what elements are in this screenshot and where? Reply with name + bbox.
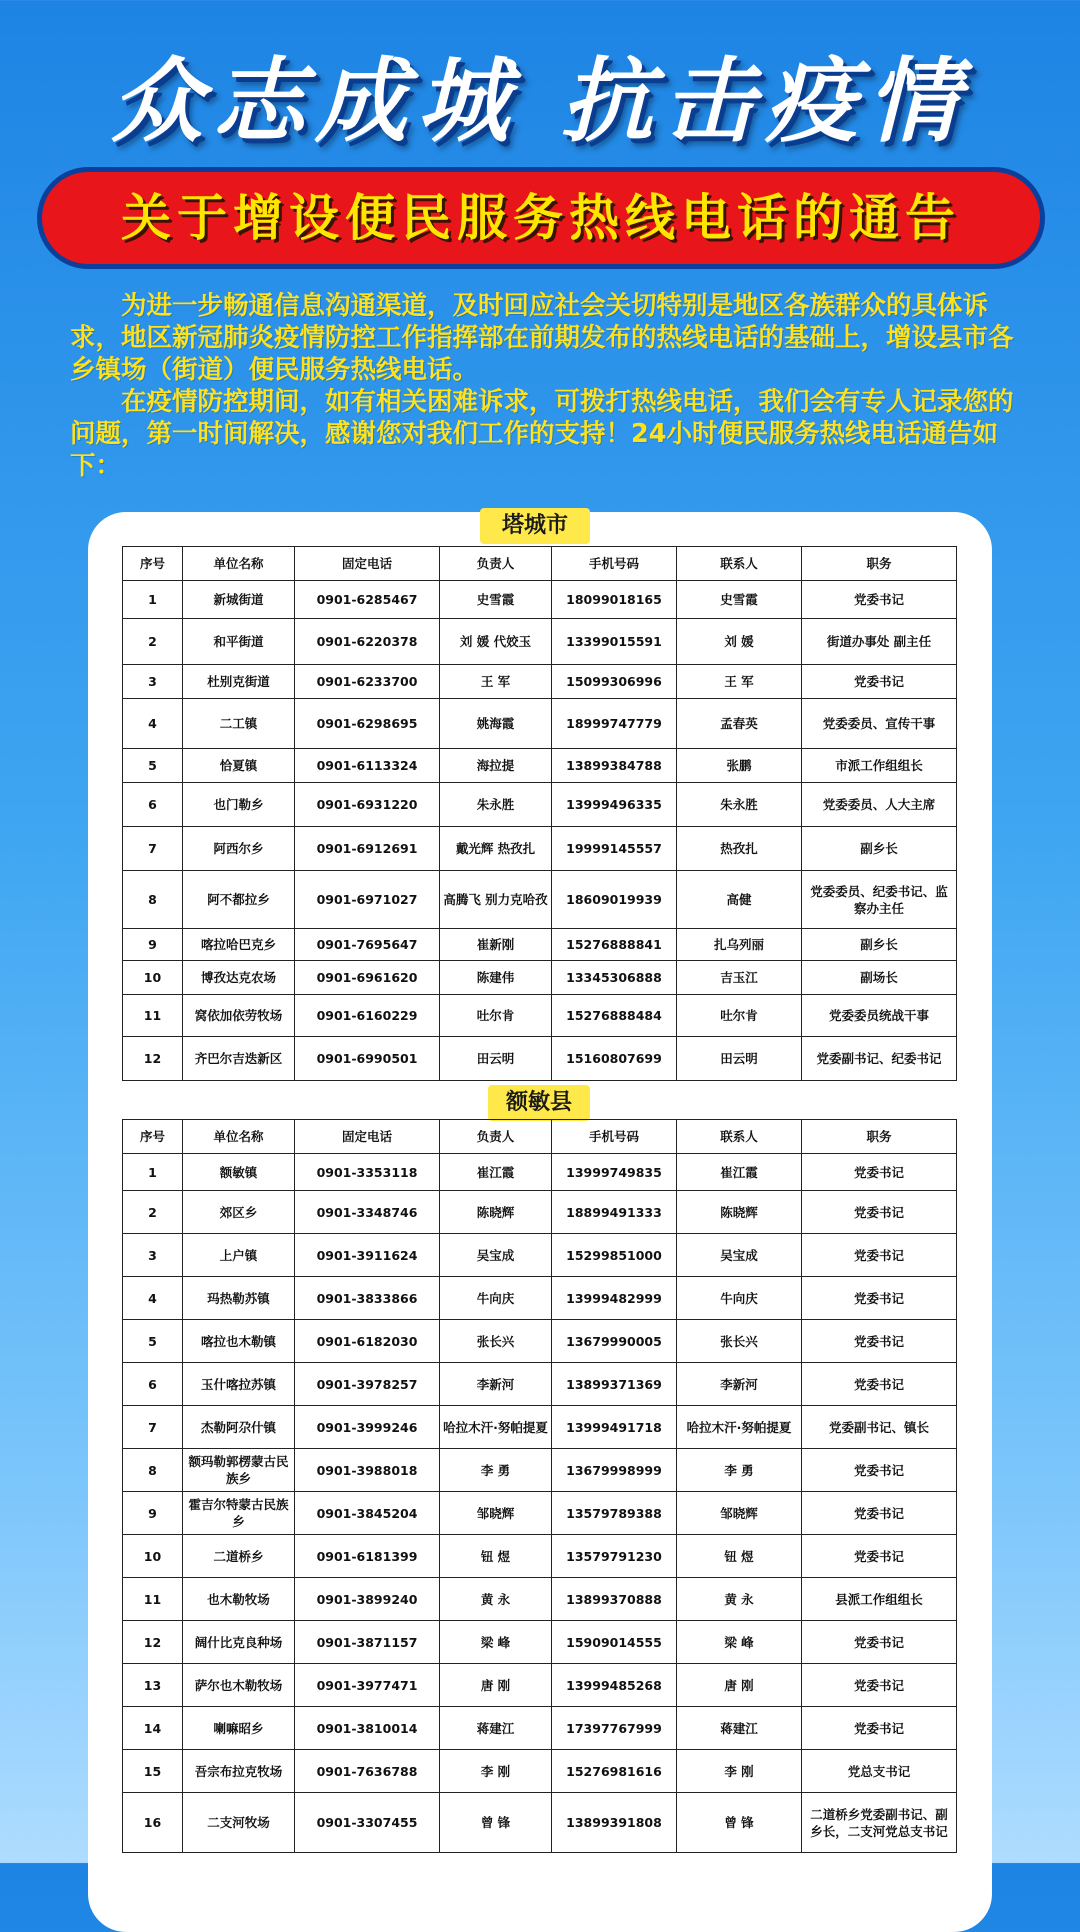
table-cell: 阿不都拉乡 bbox=[183, 871, 295, 929]
table-cell: 党委书记 bbox=[802, 1621, 957, 1664]
table-cell: 额敏镇 bbox=[183, 1154, 295, 1191]
table-cell: 热孜扎 bbox=[677, 827, 802, 871]
table-cell: 田云明 bbox=[440, 1037, 552, 1081]
table-cell: 10 bbox=[123, 961, 183, 995]
table-cell: 党委书记 bbox=[802, 1320, 957, 1363]
table-cell: 田云明 bbox=[677, 1037, 802, 1081]
table-cell: 博孜达克农场 bbox=[183, 961, 295, 995]
table-cell: 副乡长 bbox=[802, 929, 957, 961]
table-cell: 史雪霞 bbox=[677, 581, 802, 619]
table-header-row bbox=[123, 1120, 957, 1154]
table-cell: 13999485268 bbox=[552, 1664, 677, 1707]
table-row bbox=[123, 619, 957, 665]
table-cell: 15160807699 bbox=[552, 1037, 677, 1081]
table-cell: 17397767999 bbox=[552, 1707, 677, 1750]
table-cell: 曾 锋 bbox=[440, 1793, 552, 1853]
table-cell: 3 bbox=[123, 665, 183, 699]
table-cell: 和平街道 bbox=[183, 619, 295, 665]
table-row bbox=[123, 1492, 957, 1535]
table-cell: 阿西尔乡 bbox=[183, 827, 295, 871]
table-cell: 党委书记 bbox=[802, 665, 957, 699]
table-row bbox=[123, 1037, 957, 1081]
table-cell: 杜别克街道 bbox=[183, 665, 295, 699]
table-cell: 0901-7636788 bbox=[295, 1750, 440, 1793]
table-cell: 额玛勒郭楞蒙古民族乡 bbox=[183, 1449, 295, 1492]
table-cell: 唐 刚 bbox=[677, 1664, 802, 1707]
table-row bbox=[123, 1621, 957, 1664]
table-cell: 吴宝成 bbox=[677, 1234, 802, 1277]
column-header: 单位名称 bbox=[183, 547, 295, 581]
table-cell: 王 军 bbox=[440, 665, 552, 699]
table-cell: 0901-6298695 bbox=[295, 699, 440, 749]
table-cell: 喇嘛昭乡 bbox=[183, 1707, 295, 1750]
table-cell: 13899384788 bbox=[552, 749, 677, 783]
table-cell: 萨尔也木勒牧场 bbox=[183, 1664, 295, 1707]
table-cell: 11 bbox=[123, 995, 183, 1037]
table-cell: 上户镇 bbox=[183, 1234, 295, 1277]
table-cell: 张长兴 bbox=[440, 1320, 552, 1363]
table-cell: 13899371369 bbox=[552, 1363, 677, 1406]
table-cell: 张鹏 bbox=[677, 749, 802, 783]
table-cell: 党委副书记、镇长 bbox=[802, 1406, 957, 1449]
table-cell: 11 bbox=[123, 1578, 183, 1621]
table-cell: 梁 峰 bbox=[440, 1621, 552, 1664]
table-cell: 15276981616 bbox=[552, 1750, 677, 1793]
table-cell: 吐尔肯 bbox=[677, 995, 802, 1037]
table-row bbox=[123, 1664, 957, 1707]
table-cell: 0901-6182030 bbox=[295, 1320, 440, 1363]
table-cell: 高腾飞 别力克哈孜 bbox=[440, 871, 552, 929]
column-header: 职务 bbox=[802, 1120, 957, 1154]
table-cell: 也门勒乡 bbox=[183, 783, 295, 827]
table-cell: 二道桥乡党委副书记、副乡长，二支河党总支书记 bbox=[802, 1793, 957, 1853]
table-row bbox=[123, 1320, 957, 1363]
table-row bbox=[123, 995, 957, 1037]
table-cell: 党委书记 bbox=[802, 1363, 957, 1406]
table-cell: 13999496335 bbox=[552, 783, 677, 827]
table-cell: 扎乌列丽 bbox=[677, 929, 802, 961]
table-cell: 黄 永 bbox=[677, 1578, 802, 1621]
table-cell: 15099306996 bbox=[552, 665, 677, 699]
column-header: 负责人 bbox=[440, 1120, 552, 1154]
table-cell: 副乡长 bbox=[802, 827, 957, 871]
table-cell: 街道办事处 副主任 bbox=[802, 619, 957, 665]
table-cell: 13679990005 bbox=[552, 1320, 677, 1363]
table-cell: 13899370888 bbox=[552, 1578, 677, 1621]
table-cell: 党委书记 bbox=[802, 1535, 957, 1578]
table-cell: 1 bbox=[123, 581, 183, 619]
table-cell: 2 bbox=[123, 619, 183, 665]
table-cell: 党总支书记 bbox=[802, 1750, 957, 1793]
table-cell: 7 bbox=[123, 1406, 183, 1449]
table-cell: 5 bbox=[123, 1320, 183, 1363]
table-cell: 2 bbox=[123, 1191, 183, 1234]
table-cell: 0901-6160229 bbox=[295, 995, 440, 1037]
table-row bbox=[123, 1793, 957, 1853]
table-cell: 李 刚 bbox=[440, 1750, 552, 1793]
table-cell: 18099018165 bbox=[552, 581, 677, 619]
table-cell: 阔什比克良种场 bbox=[183, 1621, 295, 1664]
column-header: 联系人 bbox=[677, 1120, 802, 1154]
table-cell: 0901-3307455 bbox=[295, 1793, 440, 1853]
table-row bbox=[123, 1449, 957, 1492]
table-cell: 18609019939 bbox=[552, 871, 677, 929]
table-cell: 吴宝成 bbox=[440, 1234, 552, 1277]
table-cell: 3 bbox=[123, 1234, 183, 1277]
table-cell: 陈晓辉 bbox=[440, 1191, 552, 1234]
table-cell: 0901-3833866 bbox=[295, 1277, 440, 1320]
table-cell: 党委委员、宣传干事 bbox=[802, 699, 957, 749]
table-cell: 0901-6961620 bbox=[295, 961, 440, 995]
table-cell: 钮 煜 bbox=[440, 1535, 552, 1578]
table-cell: 党委书记 bbox=[802, 1234, 957, 1277]
table-cell: 15276888841 bbox=[552, 929, 677, 961]
table-cell: 党委书记 bbox=[802, 1277, 957, 1320]
table-cell: 13999482999 bbox=[552, 1277, 677, 1320]
table-cell: 喀拉哈巴克乡 bbox=[183, 929, 295, 961]
table-cell: 18899491333 bbox=[552, 1191, 677, 1234]
table-cell: 党委委员统战干事 bbox=[802, 995, 957, 1037]
table-cell: 陈晓辉 bbox=[677, 1191, 802, 1234]
table-cell: 0901-6912691 bbox=[295, 827, 440, 871]
table-cell: 梁 峰 bbox=[677, 1621, 802, 1664]
table-cell: 4 bbox=[123, 1277, 183, 1320]
table-cell: 1 bbox=[123, 1154, 183, 1191]
table-cell: 陈建伟 bbox=[440, 961, 552, 995]
table-cell: 窝依加依劳牧场 bbox=[183, 995, 295, 1037]
table-cell: 14 bbox=[123, 1707, 183, 1750]
table-cell: 二道桥乡 bbox=[183, 1535, 295, 1578]
table-cell: 党委书记 bbox=[802, 1449, 957, 1492]
table-cell: 12 bbox=[123, 1037, 183, 1081]
table-cell: 唐 刚 bbox=[440, 1664, 552, 1707]
table-cell: 杰勒阿尕什镇 bbox=[183, 1406, 295, 1449]
table-cell: 崔江霞 bbox=[440, 1154, 552, 1191]
table-cell: 李 勇 bbox=[440, 1449, 552, 1492]
table-cell: 7 bbox=[123, 827, 183, 871]
table-cell: 13579789388 bbox=[552, 1492, 677, 1535]
table-cell: 崔新刚 bbox=[440, 929, 552, 961]
notice-banner bbox=[42, 172, 1040, 264]
table-cell: 0901-7695647 bbox=[295, 929, 440, 961]
table-cell: 13999749835 bbox=[552, 1154, 677, 1191]
table-cell: 0901-3845204 bbox=[295, 1492, 440, 1535]
table-cell: 党委委员、纪委书记、监察办主任 bbox=[802, 871, 957, 929]
table-cell: 王 军 bbox=[677, 665, 802, 699]
table-cell: 玛热勒苏镇 bbox=[183, 1277, 295, 1320]
table-cell: 党委书记 bbox=[802, 1664, 957, 1707]
table-cell: 16 bbox=[123, 1793, 183, 1853]
table-cell: 齐巴尔吉迭新区 bbox=[183, 1037, 295, 1081]
table-row bbox=[123, 929, 957, 961]
headline: 众志成城 抗击疫情 bbox=[110, 47, 970, 155]
table-cell: 党委委员、人大主席 bbox=[802, 783, 957, 827]
table-row bbox=[123, 1234, 957, 1277]
table-cell: 13399015591 bbox=[552, 619, 677, 665]
table-cell: 8 bbox=[123, 871, 183, 929]
table-cell: 刘 媛 bbox=[677, 619, 802, 665]
table-cell: 0901-3978257 bbox=[295, 1363, 440, 1406]
column-header: 手机号码 bbox=[552, 547, 677, 581]
table-cell: 霍吉尔特蒙古民族乡 bbox=[183, 1492, 295, 1535]
intro-paragraph-2: 在疫情防控期间，如有相关困难诉求，可拨打热线电话，我们会有专人记录您的问题，第一时间解决，感谢您对我们工作的支持！24小时便民服务热线电话通告如下： bbox=[70, 387, 1014, 481]
table-cell: 党委书记 bbox=[802, 1154, 957, 1191]
table-cell: 13345306888 bbox=[552, 961, 677, 995]
table-cell: 黄 永 bbox=[440, 1578, 552, 1621]
table-row bbox=[123, 1191, 957, 1234]
column-header: 手机号码 bbox=[552, 1120, 677, 1154]
table-row bbox=[123, 1750, 957, 1793]
table-cell: 吐尔肯 bbox=[440, 995, 552, 1037]
table-row bbox=[123, 827, 957, 871]
table-cell: 15299851000 bbox=[552, 1234, 677, 1277]
table-cell: 0901-6220378 bbox=[295, 619, 440, 665]
table-cell: 0901-6285467 bbox=[295, 581, 440, 619]
table-cell: 0901-3353118 bbox=[295, 1154, 440, 1191]
table-cell: 副场长 bbox=[802, 961, 957, 995]
table-row bbox=[123, 1154, 957, 1191]
table-cell: 蒋建江 bbox=[440, 1707, 552, 1750]
table-row bbox=[123, 1535, 957, 1578]
table-cell: 0901-3871157 bbox=[295, 1621, 440, 1664]
table-cell: 牛向庆 bbox=[677, 1277, 802, 1320]
table-row bbox=[123, 1578, 957, 1621]
table-cell: 15276888484 bbox=[552, 995, 677, 1037]
table-row bbox=[123, 783, 957, 827]
table-cell: 李新河 bbox=[440, 1363, 552, 1406]
table-cell: 也木勒牧场 bbox=[183, 1578, 295, 1621]
table-row bbox=[123, 749, 957, 783]
table-cell: 郊区乡 bbox=[183, 1191, 295, 1234]
table-cell: 刘 媛 代姣玉 bbox=[440, 619, 552, 665]
table-cell: 0901-3911624 bbox=[295, 1234, 440, 1277]
table-cell: 15909014555 bbox=[552, 1621, 677, 1664]
table-cell: 13999491718 bbox=[552, 1406, 677, 1449]
table-cell: 二工镇 bbox=[183, 699, 295, 749]
table-cell: 喀拉也木勒镇 bbox=[183, 1320, 295, 1363]
table-cell: 13 bbox=[123, 1664, 183, 1707]
table-cell: 0901-6233700 bbox=[295, 665, 440, 699]
table-cell: 6 bbox=[123, 1363, 183, 1406]
table-cell: 0901-6971027 bbox=[295, 871, 440, 929]
intro-paragraph-1: 为进一步畅通信息沟通渠道，及时回应社会关切特别是地区各族群众的具体诉求，地区新冠肺炎疫情防控工作指挥部在前期发布的热线电话的基础上，增设县市各乡镇场（街道）便民服务热线电话。 bbox=[70, 291, 1014, 385]
table-row bbox=[123, 961, 957, 995]
table-cell: 史雪霞 bbox=[440, 581, 552, 619]
table-cell: 0901-3348746 bbox=[295, 1191, 440, 1234]
table-cell: 党委书记 bbox=[802, 581, 957, 619]
table-cell: 吾宗布拉克牧场 bbox=[183, 1750, 295, 1793]
table-cell: 朱永胜 bbox=[440, 783, 552, 827]
table-cell: 蒋建江 bbox=[677, 1707, 802, 1750]
table-cell: 张长兴 bbox=[677, 1320, 802, 1363]
table-row bbox=[123, 1277, 957, 1320]
table-cell: 党委副书记、纪委书记 bbox=[802, 1037, 957, 1081]
column-header: 职务 bbox=[802, 547, 957, 581]
hotline-table-tacheng bbox=[122, 546, 957, 1081]
table-row bbox=[123, 581, 957, 619]
table-cell: 崔江霞 bbox=[677, 1154, 802, 1191]
table-cell: 5 bbox=[123, 749, 183, 783]
table-cell: 吉玉江 bbox=[677, 961, 802, 995]
table-cell: 牛向庆 bbox=[440, 1277, 552, 1320]
table-header-row bbox=[123, 547, 957, 581]
table-cell: 恰夏镇 bbox=[183, 749, 295, 783]
table-cell: 哈拉木汗·努帕提夏 bbox=[440, 1406, 552, 1449]
table-cell: 0901-3810014 bbox=[295, 1707, 440, 1750]
table-cell: 李新河 bbox=[677, 1363, 802, 1406]
table-cell: 0901-3999246 bbox=[295, 1406, 440, 1449]
table-cell: 哈拉木汗·努帕提夏 bbox=[677, 1406, 802, 1449]
table-cell: 0901-6931220 bbox=[295, 783, 440, 827]
table-cell: 李 勇 bbox=[677, 1449, 802, 1492]
table-cell: 9 bbox=[123, 929, 183, 961]
column-header: 负责人 bbox=[440, 547, 552, 581]
table-cell: 8 bbox=[123, 1449, 183, 1492]
table-cell: 党委书记 bbox=[802, 1492, 957, 1535]
table-cell: 姚海霞 bbox=[440, 699, 552, 749]
table-cell: 0901-6181399 bbox=[295, 1535, 440, 1578]
notice-title: 关于增设便民服务热线电话的通告 bbox=[121, 188, 961, 247]
table-cell: 曾 锋 bbox=[677, 1793, 802, 1853]
table-cell: 13679998999 bbox=[552, 1449, 677, 1492]
table-cell: 10 bbox=[123, 1535, 183, 1578]
table-cell: 邹晓辉 bbox=[677, 1492, 802, 1535]
column-header: 单位名称 bbox=[183, 1120, 295, 1154]
table-cell: 9 bbox=[123, 1492, 183, 1535]
table-cell: 孟春英 bbox=[677, 699, 802, 749]
table-cell: 党委书记 bbox=[802, 1707, 957, 1750]
table-cell: 18999747779 bbox=[552, 699, 677, 749]
table-cell: 党委书记 bbox=[802, 1191, 957, 1234]
table-row bbox=[123, 1707, 957, 1750]
table-cell: 0901-3899240 bbox=[295, 1578, 440, 1621]
table-cell: 高健 bbox=[677, 871, 802, 929]
table-row bbox=[123, 1406, 957, 1449]
table-cell: 15 bbox=[123, 1750, 183, 1793]
table-cell: 13579791230 bbox=[552, 1535, 677, 1578]
section-title-tacheng: 塔城市 bbox=[480, 508, 590, 544]
table-cell: 邹晓辉 bbox=[440, 1492, 552, 1535]
table-cell: 12 bbox=[123, 1621, 183, 1664]
table-cell: 0901-3988018 bbox=[295, 1449, 440, 1492]
table-cell: 钮 煜 bbox=[677, 1535, 802, 1578]
table-row bbox=[123, 871, 957, 929]
table-cell: 19999145557 bbox=[552, 827, 677, 871]
table-cell: 海拉提 bbox=[440, 749, 552, 783]
table-cell: 玉什喀拉苏镇 bbox=[183, 1363, 295, 1406]
table-row bbox=[123, 1363, 957, 1406]
table-cell: 戴光辉 热孜扎 bbox=[440, 827, 552, 871]
section-title-emin: 额敏县 bbox=[488, 1085, 590, 1121]
table-row bbox=[123, 699, 957, 749]
table-cell: 市派工作组组长 bbox=[802, 749, 957, 783]
table-row bbox=[123, 665, 957, 699]
column-header: 序号 bbox=[123, 547, 183, 581]
table-cell: 0901-6990501 bbox=[295, 1037, 440, 1081]
intro-text bbox=[70, 290, 1030, 482]
table-cell: 4 bbox=[123, 699, 183, 749]
column-header: 序号 bbox=[123, 1120, 183, 1154]
table-cell: 13899391808 bbox=[552, 1793, 677, 1853]
hotline-table-emin bbox=[122, 1119, 957, 1853]
table-cell: 6 bbox=[123, 783, 183, 827]
column-header: 固定电话 bbox=[295, 1120, 440, 1154]
column-header: 固定电话 bbox=[295, 547, 440, 581]
table-cell: 新城街道 bbox=[183, 581, 295, 619]
column-header: 联系人 bbox=[677, 547, 802, 581]
table-cell: 0901-3977471 bbox=[295, 1664, 440, 1707]
table-cell: 朱永胜 bbox=[677, 783, 802, 827]
table-cell: 李 刚 bbox=[677, 1750, 802, 1793]
table-cell: 县派工作组组长 bbox=[802, 1578, 957, 1621]
table-cell: 二支河牧场 bbox=[183, 1793, 295, 1853]
table-cell: 0901-6113324 bbox=[295, 749, 440, 783]
